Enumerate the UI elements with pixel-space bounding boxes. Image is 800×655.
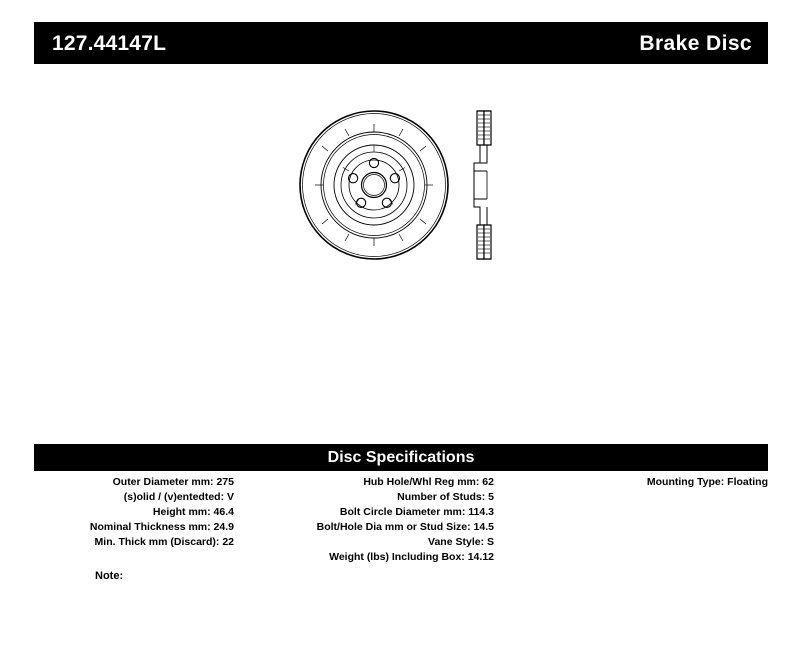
product-type-label: Brake Disc (639, 31, 752, 55)
specifications-header (34, 444, 768, 471)
spec-item: Outer Diameter mm: 275 (112, 476, 234, 488)
header-bar (34, 22, 768, 64)
specifications-column-2 (242, 475, 494, 565)
spec-item: (s)olid / (v)entedted: V (123, 491, 234, 503)
specifications-column-3 (504, 475, 768, 490)
spec-item: Nominal Thickness mm: 24.9 (89, 521, 234, 533)
specifications-body (34, 475, 768, 585)
note-label: Note: (95, 570, 124, 582)
spec-item: Hub Hole/Whl Reg mm: 62 (363, 476, 494, 488)
note-row (95, 570, 123, 582)
spec-item: Min. Thick mm (Discard): 22 (94, 536, 234, 548)
spec-item: Bolt Circle Diameter mm: 114.3 (339, 506, 494, 518)
specifications-title: Disc Specifications (327, 448, 475, 466)
product-drawing (34, 75, 768, 415)
spec-item: Mounting Type: Floating (646, 476, 768, 488)
brake-rotor-section-view (474, 111, 491, 259)
spec-item: Height mm: 46.4 (152, 506, 234, 518)
specifications-column-1 (34, 475, 234, 550)
spec-item: Bolt/Hole Dia mm or Stud Size: 14.5 (316, 521, 494, 533)
part-number: 127.44147L (52, 31, 167, 55)
spec-item: Number of Studs: 5 (397, 491, 494, 503)
brake-rotor-face-view (300, 111, 448, 259)
spec-item: Vane Style: S (428, 536, 494, 548)
spec-item: Weight (lbs) Including Box: 14.12 (329, 551, 494, 563)
